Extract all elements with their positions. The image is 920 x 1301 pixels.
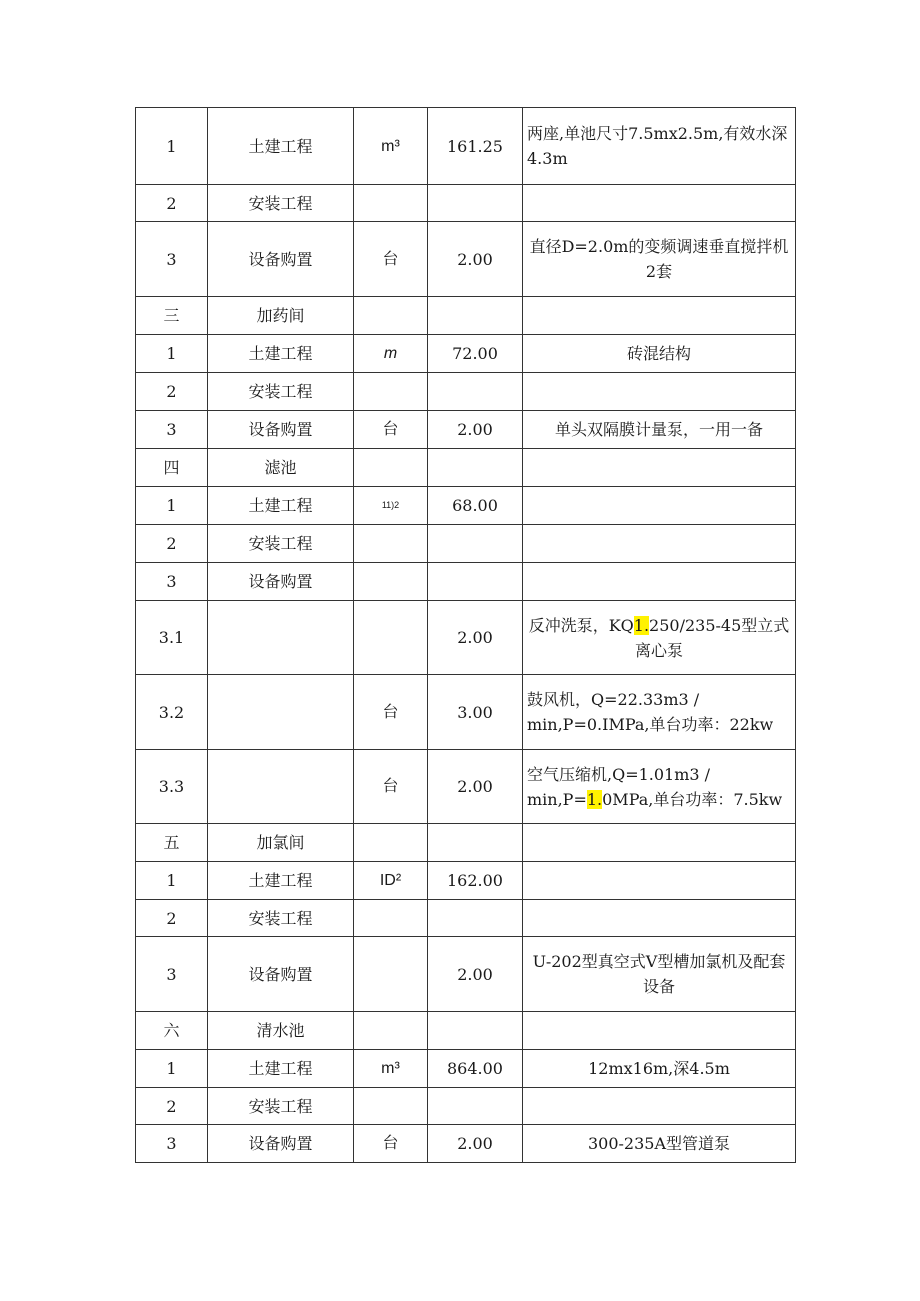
quantity-cell <box>428 373 523 411</box>
highlighted-text: 1. <box>586 789 603 809</box>
quantity-cell: 68.00 <box>428 487 523 525</box>
table-row <box>136 373 796 411</box>
unit-cell: ID² <box>354 862 428 900</box>
remark-cell: 12mx16m,深4.5m <box>523 1050 796 1088</box>
item-name-cell: 安装工程 <box>208 1088 354 1125</box>
quantity-cell: 2.00 <box>428 222 523 297</box>
unit-cell <box>354 525 428 563</box>
item-name-cell: 土建工程 <box>208 487 354 525</box>
unit-cell <box>354 449 428 487</box>
remark-cell: 两座,单池尺寸7.5mx2.5m,有效水深4.3m <box>523 108 796 185</box>
unit-cell <box>354 601 428 675</box>
remark-text: 0MPa,单台功率：7.5kw <box>602 789 783 809</box>
row-number-cell: 三 <box>136 297 208 335</box>
row-number-cell: 3.3 <box>136 750 208 824</box>
remark-cell: U-202型真空式V型槽加氯机及配套设备 <box>523 937 796 1012</box>
unit-cell <box>354 563 428 601</box>
quantity-cell: 3.00 <box>428 675 523 750</box>
item-name-cell: 滤池 <box>208 449 354 487</box>
table-row <box>136 449 796 487</box>
table-row <box>136 108 796 185</box>
remark-cell <box>523 824 796 862</box>
unit-cell: 台 <box>354 675 428 750</box>
row-number-cell: 3 <box>136 563 208 601</box>
unit-cell: 台 <box>354 222 428 297</box>
remark-cell <box>523 563 796 601</box>
quantity-cell <box>428 297 523 335</box>
row-number-cell: 1 <box>136 862 208 900</box>
quantity-cell <box>428 525 523 563</box>
table-row <box>136 563 796 601</box>
row-number-cell: 3 <box>136 222 208 297</box>
row-number-cell: 1 <box>136 108 208 185</box>
item-name-cell: 安装工程 <box>208 525 354 563</box>
table-row <box>136 1088 796 1125</box>
row-number-cell: 1 <box>136 335 208 373</box>
item-name-cell: 安装工程 <box>208 185 354 222</box>
row-number-cell: 六 <box>136 1012 208 1050</box>
table-row <box>136 222 796 297</box>
table-row <box>136 750 796 824</box>
table-row <box>136 335 796 373</box>
item-name-cell: 土建工程 <box>208 1050 354 1088</box>
quantity-cell: 2.00 <box>428 937 523 1012</box>
remark-cell <box>523 297 796 335</box>
unit-cell: m <box>354 335 428 373</box>
quantity-cell: 2.00 <box>428 1125 523 1163</box>
quantity-cell <box>428 900 523 937</box>
item-name-cell: 设备购置 <box>208 1125 354 1163</box>
remark-cell <box>523 601 796 675</box>
table-row <box>136 185 796 222</box>
item-name-cell: 安装工程 <box>208 900 354 937</box>
cost-table <box>135 107 796 1163</box>
item-name-cell: 土建工程 <box>208 335 354 373</box>
item-name-cell: 加氯间 <box>208 824 354 862</box>
quantity-cell: 161.25 <box>428 108 523 185</box>
table-row <box>136 487 796 525</box>
item-name-cell: 设备购置 <box>208 222 354 297</box>
table-row <box>136 900 796 937</box>
remark-text: 250/235-45型立式离心泵 <box>634 615 790 660</box>
quantity-cell: 162.00 <box>428 862 523 900</box>
remark-cell <box>523 1088 796 1125</box>
quantity-cell: 2.00 <box>428 601 523 675</box>
unit-cell <box>354 373 428 411</box>
table-row <box>136 525 796 563</box>
row-number-cell: 2 <box>136 373 208 411</box>
row-number-cell: 1 <box>136 487 208 525</box>
remark-cell: 300-235A型管道泵 <box>523 1125 796 1163</box>
remark-cell: 砖混结构 <box>523 335 796 373</box>
unit-cell: m³ <box>354 108 428 185</box>
item-name-cell <box>208 750 354 824</box>
quantity-cell: 864.00 <box>428 1050 523 1088</box>
item-name-cell: 安装工程 <box>208 373 354 411</box>
unit-cell: 台 <box>354 411 428 449</box>
remark-cell <box>523 750 796 824</box>
table-row <box>136 1125 796 1163</box>
table-body <box>136 108 796 1163</box>
unit-cell <box>354 1088 428 1125</box>
quantity-cell <box>428 824 523 862</box>
remark-cell: 鼓风机，Q=22.33m3 / min,P=0.IMPa,单台功率：22kw <box>523 675 796 750</box>
row-number-cell: 2 <box>136 525 208 563</box>
quantity-cell: 2.00 <box>428 750 523 824</box>
item-name-cell: 土建工程 <box>208 108 354 185</box>
remark-cell <box>523 185 796 222</box>
table-row <box>136 937 796 1012</box>
table-row <box>136 675 796 750</box>
remark-cell: 直径D=2.0m的变频调速垂直搅拌机2套 <box>523 222 796 297</box>
unit-cell <box>354 937 428 1012</box>
table-row <box>136 297 796 335</box>
quantity-cell <box>428 449 523 487</box>
table-row <box>136 862 796 900</box>
remark-cell <box>523 373 796 411</box>
item-name-cell: 设备购置 <box>208 563 354 601</box>
row-number-cell: 2 <box>136 185 208 222</box>
row-number-cell: 2 <box>136 1088 208 1125</box>
row-number-cell: 2 <box>136 900 208 937</box>
row-number-cell: 四 <box>136 449 208 487</box>
remark-cell <box>523 1012 796 1050</box>
row-number-cell: 3 <box>136 937 208 1012</box>
table-row <box>136 411 796 449</box>
item-name-cell: 设备购置 <box>208 937 354 1012</box>
unit-cell <box>354 185 428 222</box>
remark-cell <box>523 449 796 487</box>
quantity-cell <box>428 1088 523 1125</box>
item-name-cell <box>208 675 354 750</box>
item-name-cell: 清水池 <box>208 1012 354 1050</box>
unit-cell <box>354 824 428 862</box>
row-number-cell: 3 <box>136 1125 208 1163</box>
table-row <box>136 601 796 675</box>
remark-cell <box>523 487 796 525</box>
remark-cell <box>523 525 796 563</box>
remark-cell <box>523 862 796 900</box>
remark-cell: 单头双隔膜计量泵，一用一备 <box>523 411 796 449</box>
row-number-cell: 五 <box>136 824 208 862</box>
remark-cell <box>523 900 796 937</box>
unit-cell <box>354 297 428 335</box>
table-row <box>136 824 796 862</box>
unit-cell: m³ <box>354 1050 428 1088</box>
quantity-cell <box>428 563 523 601</box>
unit-cell: 11)2 <box>354 487 428 525</box>
item-name-cell <box>208 601 354 675</box>
remark-text: 反冲洗泵，KQ <box>528 615 634 635</box>
row-number-cell: 3 <box>136 411 208 449</box>
highlighted-text: 1. <box>633 615 650 635</box>
quantity-cell <box>428 185 523 222</box>
table-row <box>136 1050 796 1088</box>
unit-cell: 台 <box>354 750 428 824</box>
table-row <box>136 1012 796 1050</box>
quantity-cell: 72.00 <box>428 335 523 373</box>
remark-text: 空气压缩机,Q=1.01m3 / min,P= <box>527 764 711 809</box>
item-name-cell: 加药间 <box>208 297 354 335</box>
quantity-cell: 2.00 <box>428 411 523 449</box>
unit-cell <box>354 1012 428 1050</box>
quantity-cell <box>428 1012 523 1050</box>
item-name-cell: 设备购置 <box>208 411 354 449</box>
item-name-cell: 土建工程 <box>208 862 354 900</box>
row-number-cell: 3.1 <box>136 601 208 675</box>
row-number-cell: 1 <box>136 1050 208 1088</box>
unit-cell <box>354 900 428 937</box>
unit-cell: 台 <box>354 1125 428 1163</box>
row-number-cell: 3.2 <box>136 675 208 750</box>
